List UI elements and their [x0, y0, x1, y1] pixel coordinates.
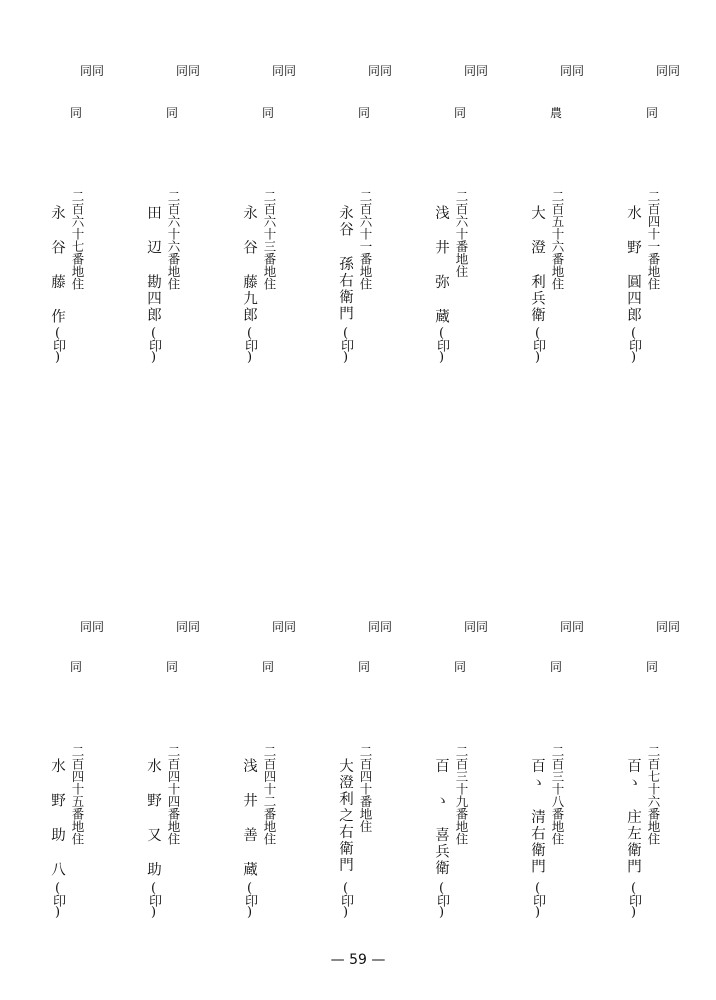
- entry-subheader: 同: [261, 660, 274, 674]
- register-entry: [236, 555, 332, 955]
- register-entry: [140, 555, 236, 955]
- entry-seal: (印): [626, 326, 641, 363]
- entry-header: 同同: [175, 64, 200, 78]
- page-number: — 59 —: [330, 952, 386, 968]
- entry-address: 二百七十六番地住: [646, 745, 661, 845]
- entry-name: 浅 井 弥 蔵: [433, 205, 449, 325]
- entry-seal: (印): [530, 326, 545, 363]
- entry-header: 同同: [559, 620, 584, 634]
- entry-header: 同同: [559, 64, 584, 78]
- entry-header: 同同: [175, 620, 200, 634]
- register-entry: [524, 555, 620, 955]
- entry-subheader: 同: [69, 106, 82, 120]
- entry-subheader: 同: [453, 660, 466, 674]
- register-entry: [44, 0, 140, 500]
- entry-name: 水 野 圓四郎: [625, 205, 641, 324]
- entry-seal: (印): [434, 326, 449, 363]
- register-entry: [332, 555, 428, 955]
- entry-header: 同同: [655, 620, 680, 634]
- entry-address: 二百四十四番地住: [166, 745, 181, 845]
- register-entry: [428, 555, 524, 955]
- entry-name: 大 澄 利兵衛: [529, 205, 545, 324]
- entry-header: 同同: [367, 620, 392, 634]
- entry-seal: (印): [242, 881, 257, 918]
- entry-subheader: 同: [261, 106, 274, 120]
- entry-header: 同同: [79, 620, 104, 634]
- entry-name: 水 野 又 助: [145, 758, 161, 878]
- lower-register-block: [0, 555, 716, 955]
- entry-header: 同同: [367, 64, 392, 78]
- entry-seal: (印): [146, 326, 161, 363]
- entry-name: 大澄利之右衛門: [337, 758, 353, 874]
- entry-seal: (印): [50, 326, 65, 363]
- register-entry: [236, 0, 332, 500]
- register-entry: [620, 555, 716, 955]
- register-entry: [524, 0, 620, 500]
- entry-subheader: 同: [453, 106, 466, 120]
- entry-name: 百ゝ 清右衛門: [529, 758, 545, 875]
- entry-address: 二百四十一番地住: [646, 190, 661, 290]
- register-entry: [332, 0, 428, 500]
- entry-subheader: 同: [549, 660, 562, 674]
- entry-address: 二百五十六番地住: [550, 190, 565, 290]
- entry-name: 百 ゝ 喜兵衛: [433, 758, 449, 877]
- entry-name: 浅 井 善 蔵: [241, 758, 257, 878]
- entry-seal: (印): [50, 881, 65, 918]
- entry-subheader: 同: [357, 106, 370, 120]
- entry-address: 二百六十番地住: [454, 190, 469, 278]
- entry-header: 同同: [271, 64, 296, 78]
- entry-header: 同同: [463, 64, 488, 78]
- entry-seal: (印): [626, 881, 641, 918]
- entry-subheader: 同: [69, 660, 82, 674]
- entry-header: 同同: [463, 620, 488, 634]
- entry-name: 永 谷 藤 作: [49, 205, 65, 325]
- entry-address: 二百三十九番地住: [454, 745, 469, 845]
- entry-subheader: 同: [165, 660, 178, 674]
- entry-name: 永 谷 藤九郎: [241, 205, 257, 324]
- entry-seal: (印): [338, 881, 353, 918]
- entry-address: 二百四十二番地住: [262, 745, 277, 845]
- entry-header: 同同: [79, 64, 104, 78]
- entry-address: 二百六十一番地住: [358, 190, 373, 290]
- entry-name: 百ゝ 庄左衛門: [625, 758, 641, 875]
- entry-seal: (印): [338, 326, 353, 363]
- entry-subheader: 同: [645, 106, 658, 120]
- register-entry: [428, 0, 524, 500]
- entry-address: 二百六十六番地住: [166, 190, 181, 290]
- entry-subheader: 農: [549, 106, 562, 120]
- register-entry: [44, 555, 140, 955]
- entry-name: 水 野 助 八: [49, 758, 65, 878]
- entry-address: 二百六十七番地住: [70, 190, 85, 290]
- entry-seal: (印): [434, 881, 449, 918]
- entry-address: 二百六十三番地住: [262, 190, 277, 290]
- entry-address: 二百四十五番地住: [70, 745, 85, 845]
- entry-header: 同同: [655, 64, 680, 78]
- entry-name: 田 辺 勘四郎: [145, 205, 161, 324]
- entry-subheader: 同: [165, 106, 178, 120]
- entry-address: 二百三十八番地住: [550, 745, 565, 845]
- entry-name: 永谷 孫右衛門: [337, 205, 353, 322]
- entry-seal: (印): [146, 881, 161, 918]
- entry-seal: (印): [242, 326, 257, 363]
- entry-subheader: 同: [645, 660, 658, 674]
- entry-subheader: 同: [357, 660, 370, 674]
- entry-address: 二百四十番地住: [358, 745, 373, 833]
- entry-seal: (印): [530, 881, 545, 918]
- register-entry: [620, 0, 716, 500]
- entry-header: 同同: [271, 620, 296, 634]
- register-entry: [140, 0, 236, 500]
